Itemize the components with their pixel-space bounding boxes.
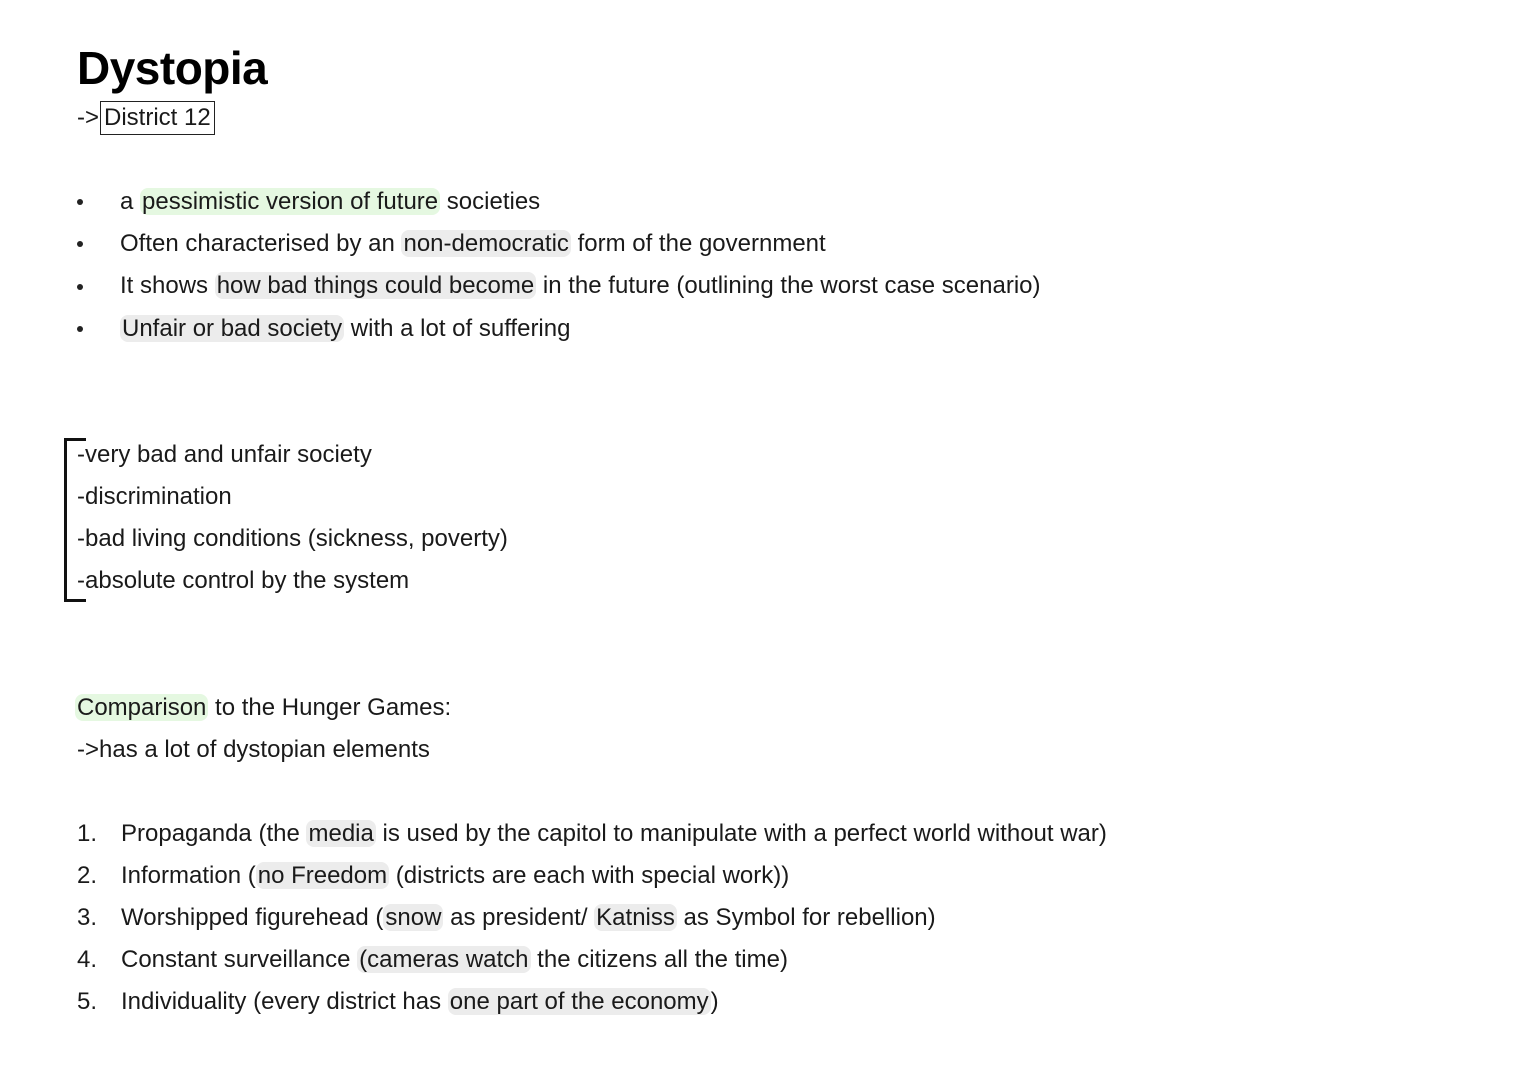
- bullet-dot: [77, 241, 83, 247]
- page-title: Dystopia: [77, 42, 268, 94]
- numbered-item: 2. Information (no Freedom (districts are each with special work)): [77, 862, 790, 889]
- bracket-line: -discrimination: [77, 483, 232, 510]
- comparison-sub: ->has a lot of dystopian elements: [77, 736, 430, 763]
- bullet-dot: [77, 199, 83, 205]
- bullet-item: It shows how bad things could become in the future (outlining the worst case scenario): [120, 272, 1041, 299]
- highlight: how bad things could become: [216, 272, 535, 299]
- highlight: non-democratic: [403, 230, 569, 257]
- numbered-item: 5. Individuality (every district has one part of the economy): [77, 988, 719, 1015]
- district-box: District 12: [100, 101, 215, 135]
- bracket-line: -bad living conditions (sickness, poverty): [77, 525, 508, 552]
- highlight: Comparison: [77, 694, 207, 721]
- numbered-item: 4. Constant surveillance (cameras watch the citizens all the time): [77, 946, 788, 973]
- comparison-heading: Comparison to the Hunger Games:: [77, 694, 452, 721]
- numbered-item: 3. Worshipped figurehead (snow as president/ Katniss as Symbol for rebellion): [77, 904, 936, 931]
- highlight: media: [308, 820, 374, 847]
- bracket-line: -very bad and unfair society: [77, 441, 372, 468]
- bracket-line: -absolute control by the system: [77, 567, 410, 594]
- highlight: snow: [385, 904, 442, 931]
- highlight: Katniss: [596, 904, 675, 931]
- highlight: pessimistic version of future: [142, 188, 439, 215]
- highlight: (cameras watch: [359, 946, 529, 973]
- bullet-item: Often characterised by an non-democratic form of the government: [120, 230, 826, 257]
- subtitle: [77, 100, 215, 136]
- highlight: Unfair or bad society: [122, 315, 343, 342]
- subtitle-arrow: ->: [77, 104, 100, 131]
- bullet-dot: [77, 284, 83, 290]
- bullet-dot: [77, 326, 83, 332]
- highlight: one part of the economy: [449, 988, 709, 1015]
- numbered-item: 1. Propaganda (the media is used by the capitol to manipulate with a perfect world without war): [77, 820, 1107, 847]
- highlight: no Freedom: [257, 862, 388, 889]
- bullet-item: Unfair or bad society with a lot of suffering: [122, 315, 571, 342]
- bullet-item: a pessimistic version of future societies: [120, 188, 541, 215]
